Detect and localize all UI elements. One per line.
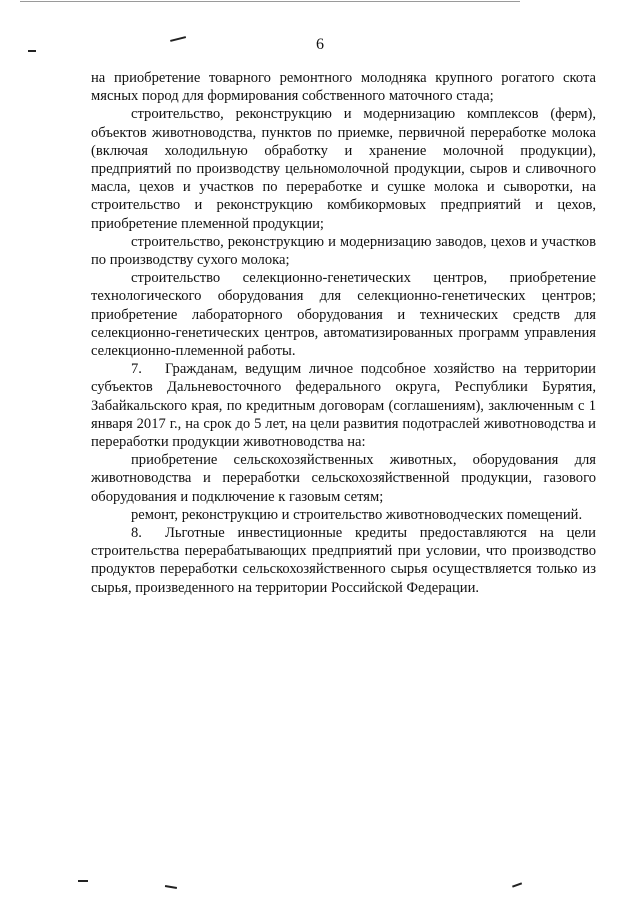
scan-mark xyxy=(512,882,522,887)
top-scan-rule xyxy=(20,1,520,2)
document-body xyxy=(91,69,596,597)
numbered-paragraph-8 xyxy=(91,524,596,597)
paragraph-text: приобретение сельскохозяйственных животных, оборудования для животноводства и переработки сельскохозяйственной продукции, газового оборудования и подключение к газовым сетям; xyxy=(91,452,596,505)
paragraph-text: строительство, реконструкцию и модернизацию комплексов (ферм), объектов животноводства, пунктов по приемке, первичной переработке молока (включая холодильную обработку и хранение молочной продукции), предприятий по производству цельномолочной продукции, сыров и сливочного масла, цехов и участков по переработке и сушке молока и сыворотки, на строительство и реконструкцию комбикормовых предприятий и цехов, приобретение племенной продукции; xyxy=(91,106,596,232)
paragraph-text: Льготные инвестиционные кредиты предоставляются на цели строительства перерабатывающих предприятий при условии, что производство продуктов переработки сельскохозяйственного сырья осуществляется только из сырья, произведенного на территории Российской Федерации. xyxy=(91,525,596,596)
paragraph-text: Гражданам, ведущим личное подсобное хозяйство на территории субъектов Дальневосточного федерального округа, Республики Бурятия, Забайкальского края, по кредитным договорам (соглашениям), заключенным с 1 января 2017 г., на срок до 5 лет, на цели развития подотраслей животноводства и переработки продукции животноводства на: xyxy=(91,361,596,451)
paragraph-number: 7. xyxy=(131,361,142,378)
numbered-paragraph-7 xyxy=(91,360,596,451)
scan-mark xyxy=(165,885,177,889)
paragraph-number: 8. xyxy=(131,525,142,542)
page-number: 6 xyxy=(316,36,324,53)
paragraph-text: строительство, реконструкцию и модернизацию заводов, цехов и участков по производству сухого молока; xyxy=(91,233,596,269)
paragraph-text: строительство селекционно-генетических центров, приобретение технологического оборудования для селекционно-генетических центров; приобретение лабораторного оборудования и технических средств для селекционно-генетических центров, автоматизированных программ управления селекционно-племенной работы. xyxy=(91,270,596,360)
paragraph-text: ремонт, реконструкцию и строительство животноводческих помещений. xyxy=(131,506,583,523)
scan-mark xyxy=(78,880,88,882)
paragraph-text: на приобретение товарного ремонтного молодняка крупного рогатого скота мясных пород для формирования собственного маточного стада; xyxy=(91,70,596,105)
